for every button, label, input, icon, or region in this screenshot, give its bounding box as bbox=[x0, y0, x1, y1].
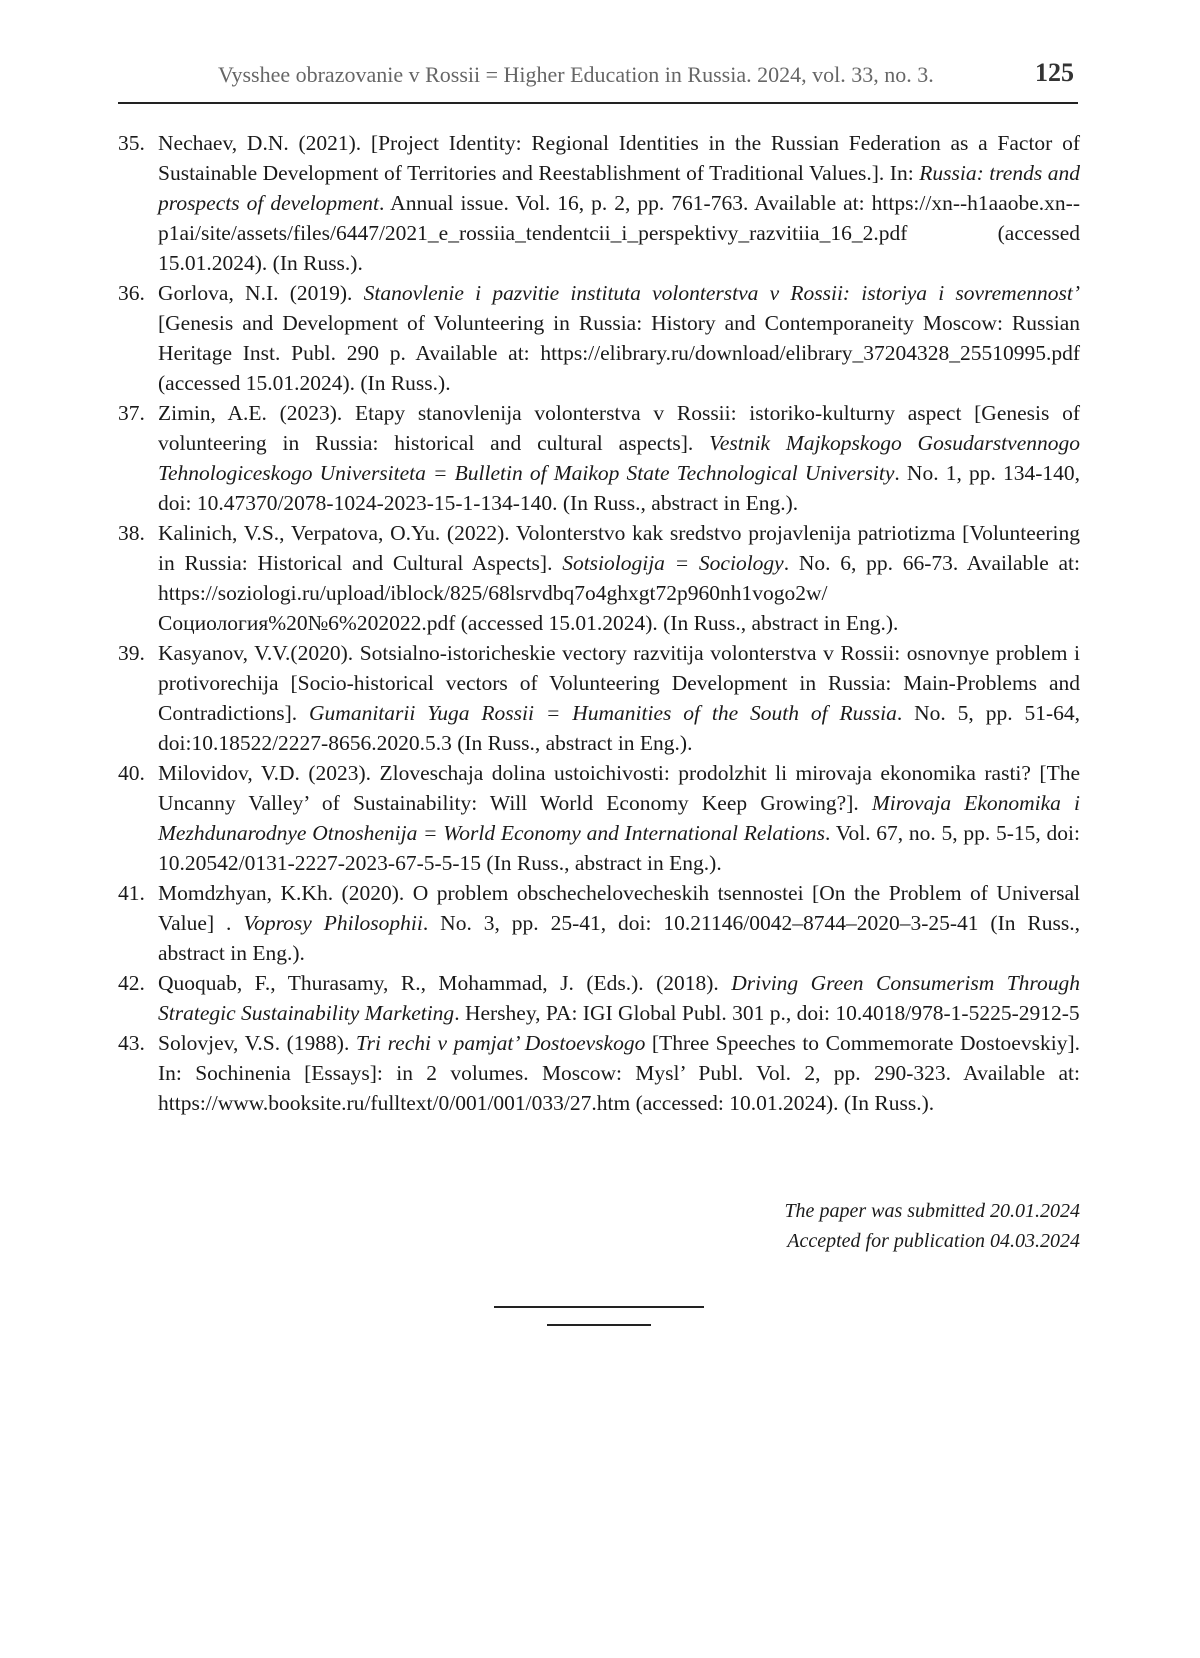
reference-text bbox=[158, 278, 1080, 398]
reference-text-segment: Gorlova, N.I. (2019). bbox=[158, 281, 364, 305]
accepted-date: Accepted for publication 04.03.2024 bbox=[787, 1230, 1080, 1252]
reference-text-segment: . No. 5, pp. 51-64, doi:10.18522/2227-8656.2020.5.3 (In Russ., abstract in Eng.). bbox=[158, 701, 1080, 755]
reference-text bbox=[158, 518, 1080, 638]
reference-text-segment: . Vol. 67, no. 5, pp. 5-15, doi: 10.20542/0131-2227-2023-67-5-5-15 (In Russ., abstract in Eng.). bbox=[158, 821, 1080, 875]
reference-text bbox=[158, 878, 1080, 968]
reference-text-segment: . Annual issue. Vol. 16, p. 2, pp. 761-763. Available at: https://xn--h1aaobe.xn--p1ai/site/assets/files/6447/2021_e_rossiia_tendentcii_i_perspektivy_razvitiia_16_2.pdf (accessed 15.01.2024). (In Russ.). bbox=[158, 191, 1080, 275]
reference-item bbox=[118, 128, 1080, 278]
reference-text bbox=[158, 968, 1080, 1028]
reference-number: 39. bbox=[118, 641, 145, 665]
reference-text bbox=[158, 398, 1080, 518]
end-rule-long bbox=[494, 1306, 704, 1308]
submitted-date: The paper was submitted 20.01.2024 bbox=[784, 1200, 1080, 1222]
reference-number: 43. bbox=[118, 1031, 145, 1055]
reference-text bbox=[158, 1028, 1080, 1118]
reference-number: 41. bbox=[118, 881, 145, 905]
reference-title-italic: Sotsiologija = Sociology bbox=[562, 551, 784, 575]
reference-text-segment: Milovidov, V.D. (2023). Zloveschaja dolina ustoichivosti: prodolzhit li mirovaja ekonomika rasti? [The Uncanny Valley’ of Sustainability: Will World Economy Keep Growing?]. bbox=[158, 761, 1080, 815]
reference-text-segment: Momdzhyan, K.Kh. (2020). O problem obschechelovecheskih tsennostei [On the Problem of Universal Value] . bbox=[158, 881, 1080, 935]
end-rule-short bbox=[547, 1324, 651, 1326]
reference-text bbox=[158, 128, 1080, 278]
reference-item bbox=[118, 278, 1080, 398]
reference-item bbox=[118, 968, 1080, 1028]
reference-number: 40. bbox=[118, 761, 145, 785]
reference-title-italic: Driving Green Consumerism Through Strategic Sustainability Marketing bbox=[158, 971, 1081, 1025]
reference-title-italic: Stanovlenie i pazvitie instituta volonterstva v Rossii: istoriya i sovremennost’ bbox=[363, 281, 1080, 305]
reference-text bbox=[158, 638, 1080, 758]
reference-title-italic: Vestnik Majkopskogo Gosudarstvennogo Tehnologiceskogo Universiteta = Bulletin of Maikop State Technological University bbox=[158, 431, 1080, 485]
reference-text-segment: Solovjev, V.S. (1988). bbox=[158, 1031, 356, 1055]
reference-text-segment: . No. 3, pp. 25-41, doi: 10.21146/0042–8744–2020–3-25-41 (In Russ., abstract in Eng.). bbox=[158, 911, 1080, 965]
reference-text-segment: [Genesis and Development of Volunteering in Russia: History and Contemporaneity Moscow: Russian Heritage Inst. Publ. 290 p. Available at: https://elibrary.ru/download/elibrary_37204328_25510995.pdf (accessed 15.01.2024). (In Russ.). bbox=[158, 311, 1080, 395]
journal-title: Vysshee obrazovanie v Rossii = Higher Education in Russia. 2024, vol. 33, no. 3. bbox=[218, 62, 934, 87]
reference-item bbox=[118, 878, 1080, 968]
reference-item bbox=[118, 638, 1080, 758]
reference-text-segment: . Hershey, PA: IGI Global Publ. 301 p., doi: 10.4018/978-1-5225-2912-5 bbox=[454, 1001, 1080, 1025]
reference-number: 37. bbox=[118, 401, 145, 425]
reference-text-segment: . No. 1, pp. 134-140, doi: 10.47370/2078-1024-2023-15-1-134-140. (In Russ., abstract in Eng.). bbox=[158, 461, 1081, 515]
reference-title-italic: Gumanitarii Yuga Rossii = Humanities of the South of Russia bbox=[309, 701, 897, 725]
reference-title-italic: Tri rechi v pamjat’ Dostoevskogo bbox=[355, 1031, 646, 1055]
reference-text-segment: Zimin, A.E. (2023). Etapy stanovlenija volonterstva v Rossii: istoriko-kulturny aspect [Genesis of volunteering in Russia: historical and cultural aspects]. bbox=[158, 401, 1080, 455]
reference-title-italic: Voprosy Philosophii bbox=[243, 911, 423, 935]
running-header bbox=[118, 58, 1078, 104]
reference-title-italic: Mirovaja Ekonomika i Mezhdunarodnye Otnoshenija = World Economy and International Relations bbox=[158, 791, 1080, 845]
reference-item bbox=[118, 758, 1080, 878]
reference-text bbox=[158, 758, 1080, 878]
reference-text-segment: Kasyanov, V.V.(2020). Sotsialno-istoricheskie vectory razvitija volonterstva v Rossii: osnovnye problem i protivorechija [Socio-historical vectors of Volunteering Development in Russia: Main-Problems and Contradictions]. bbox=[158, 641, 1080, 725]
reference-list bbox=[118, 128, 1080, 1118]
reference-number: 35. bbox=[118, 131, 145, 155]
reference-text-segment: [Three Speeches to Commemorate Dostoevskiy]. In: Sochinenia [Essays]: in 2 volumes. Moscow: Mysl’ Publ. Vol. 2, pp. 290-323. Available at: https://www.booksite.ru/fulltext/0/001/001/033/27.htm (accessed: 10.01.2024). (In Russ.). bbox=[158, 1031, 1080, 1115]
reference-number: 36. bbox=[118, 281, 145, 305]
reference-item bbox=[118, 1028, 1080, 1118]
reference-item bbox=[118, 518, 1080, 638]
reference-title-italic: Russia: trends and prospects of development bbox=[158, 161, 1081, 215]
reference-text-segment: Kalinich, V.S., Verpatova, O.Yu. (2022). Volonterstvo kak sredstvo projavlenija patriotizma [Volunteering in Russia: Historical and Cultural Aspects]. bbox=[158, 521, 1080, 575]
reference-text-segment: Nechaev, D.N. (2021). [Project Identity: Regional Identities in the Russian Federation as a Factor of Sustainable Development of Territories and Reestablishment of Traditional Values.]. In: bbox=[158, 131, 1080, 185]
reference-text-segment: Quoquab, F., Thurasamy, R., Mohammad, J. (Eds.). (2018). bbox=[158, 971, 732, 995]
submission-info bbox=[784, 1196, 1080, 1256]
page-number: 125 bbox=[1035, 58, 1074, 87]
reference-number: 38. bbox=[118, 521, 145, 545]
reference-number: 42. bbox=[118, 971, 145, 995]
reference-text-segment: . No. 6, pp. 66-73. Available at: https://soziologi.ru/upload/iblock/825/68lsrvdbq7o4ghxgt72p960nh1vogo2w/Социология%20№6%202022.pdf (accessed 15.01.2024). (In Russ., abstract in Eng.). bbox=[158, 551, 1081, 635]
reference-item bbox=[118, 398, 1080, 518]
